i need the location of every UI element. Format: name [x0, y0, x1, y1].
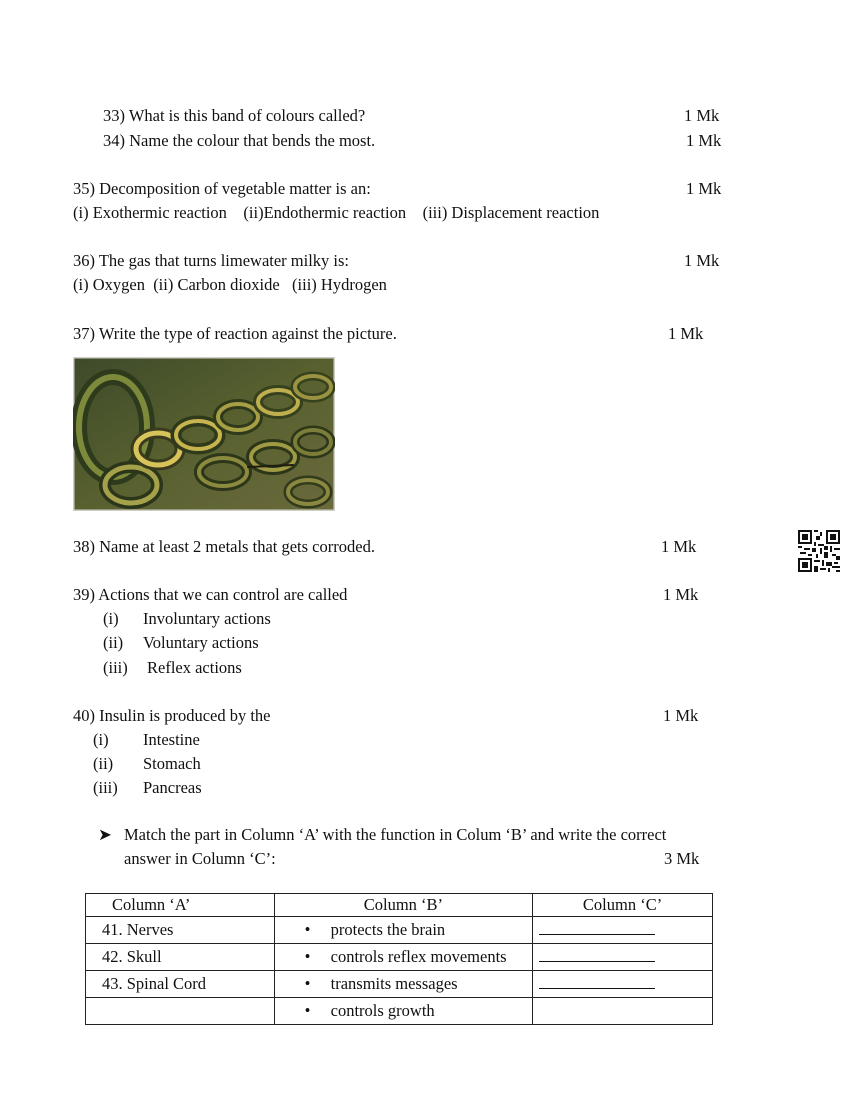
question-33: 33) What is this band of colours called? — [103, 106, 366, 125]
answer-blank-41[interactable] — [533, 917, 713, 944]
answer-blank-43[interactable] — [533, 971, 713, 998]
question-36: 36) The gas that turns limewater milky is: — [73, 251, 350, 270]
question-35-options: (i) Exothermic reaction (ii)Endothermic reaction (iii) Displacement reaction — [73, 203, 600, 222]
matching-table — [85, 893, 713, 1025]
column-b-cell: • transmits messages — [274, 971, 533, 998]
bullet-dot: • — [304, 1001, 311, 1020]
table-row — [86, 917, 713, 944]
question-35: 35) Decomposition of vegetable matter is an: — [73, 179, 371, 198]
rusted-chain-image — [73, 357, 335, 511]
column-b-cell: • controls growth — [274, 998, 533, 1025]
question-38-marks: 1 Mk — [661, 537, 697, 556]
question-40-option-2: (ii) Stomach — [93, 754, 201, 773]
question-39-option-3: (iii) Reflex actions — [103, 658, 242, 677]
column-a-cell: 42. Skull — [86, 944, 275, 971]
bullet-dot: • — [304, 920, 311, 939]
question-39: 39) Actions that we can control are called — [73, 585, 348, 604]
bullet-dot: • — [304, 947, 311, 966]
bullet-dot: • — [304, 974, 311, 993]
question-39-marks: 1 Mk — [663, 585, 699, 604]
arrow-bullet-icon: ➤ — [98, 825, 112, 844]
column-a-cell: 41. Nerves — [86, 917, 275, 944]
column-b-cell: • controls reflex movements — [274, 944, 533, 971]
question-40-marks: 1 Mk — [663, 706, 699, 725]
matching-instruction: ➤ Match the part in Column ‘A’ with the function in Colum ‘B’ and write the correct — [98, 825, 667, 844]
question-33-marks: 1 Mk — [684, 106, 720, 125]
question-34-marks: 1 Mk — [686, 131, 722, 150]
column-a-cell — [86, 998, 275, 1025]
question-38: 38) Name at least 2 metals that gets corroded. — [73, 537, 375, 556]
matching-instruction-line2: answer in Column ‘C’: — [124, 849, 276, 868]
question-34: 34) Name the colour that bends the most. — [103, 131, 376, 150]
column-c-cell — [533, 998, 713, 1025]
column-b-header: Column ‘B’ — [274, 894, 533, 917]
question-36-options: (i) Oxygen (ii) Carbon dioxide (iii) Hydrogen — [73, 275, 387, 294]
question-40: 40) Insulin is produced by the — [73, 706, 271, 725]
column-b-cell: • protects the brain — [274, 917, 533, 944]
qr-code-icon — [798, 530, 840, 572]
question-39-option-2: (ii) Voluntary actions — [103, 633, 259, 652]
question-36-marks: 1 Mk — [684, 251, 720, 270]
question-39-option-1: (i) Involuntary actions — [103, 609, 271, 628]
column-a-cell: 43. Spinal Cord — [86, 971, 275, 998]
question-37-marks: 1 Mk — [668, 324, 704, 343]
answer-blank-42[interactable] — [533, 944, 713, 971]
column-a-header: Column ‘A’ — [86, 894, 275, 917]
question-40-option-3: (iii) Pancreas — [93, 778, 202, 797]
table-header-row — [86, 894, 713, 917]
question-37: 37) Write the type of reaction against the picture. — [73, 324, 397, 343]
table-row — [86, 998, 713, 1025]
table-row — [86, 944, 713, 971]
question-35-marks: 1 Mk — [686, 179, 722, 198]
column-c-header: Column ‘C’ — [533, 894, 713, 917]
matching-marks: 3 Mk — [664, 849, 700, 868]
question-40-option-1: (i) Intestine — [93, 730, 200, 749]
table-row — [86, 971, 713, 998]
